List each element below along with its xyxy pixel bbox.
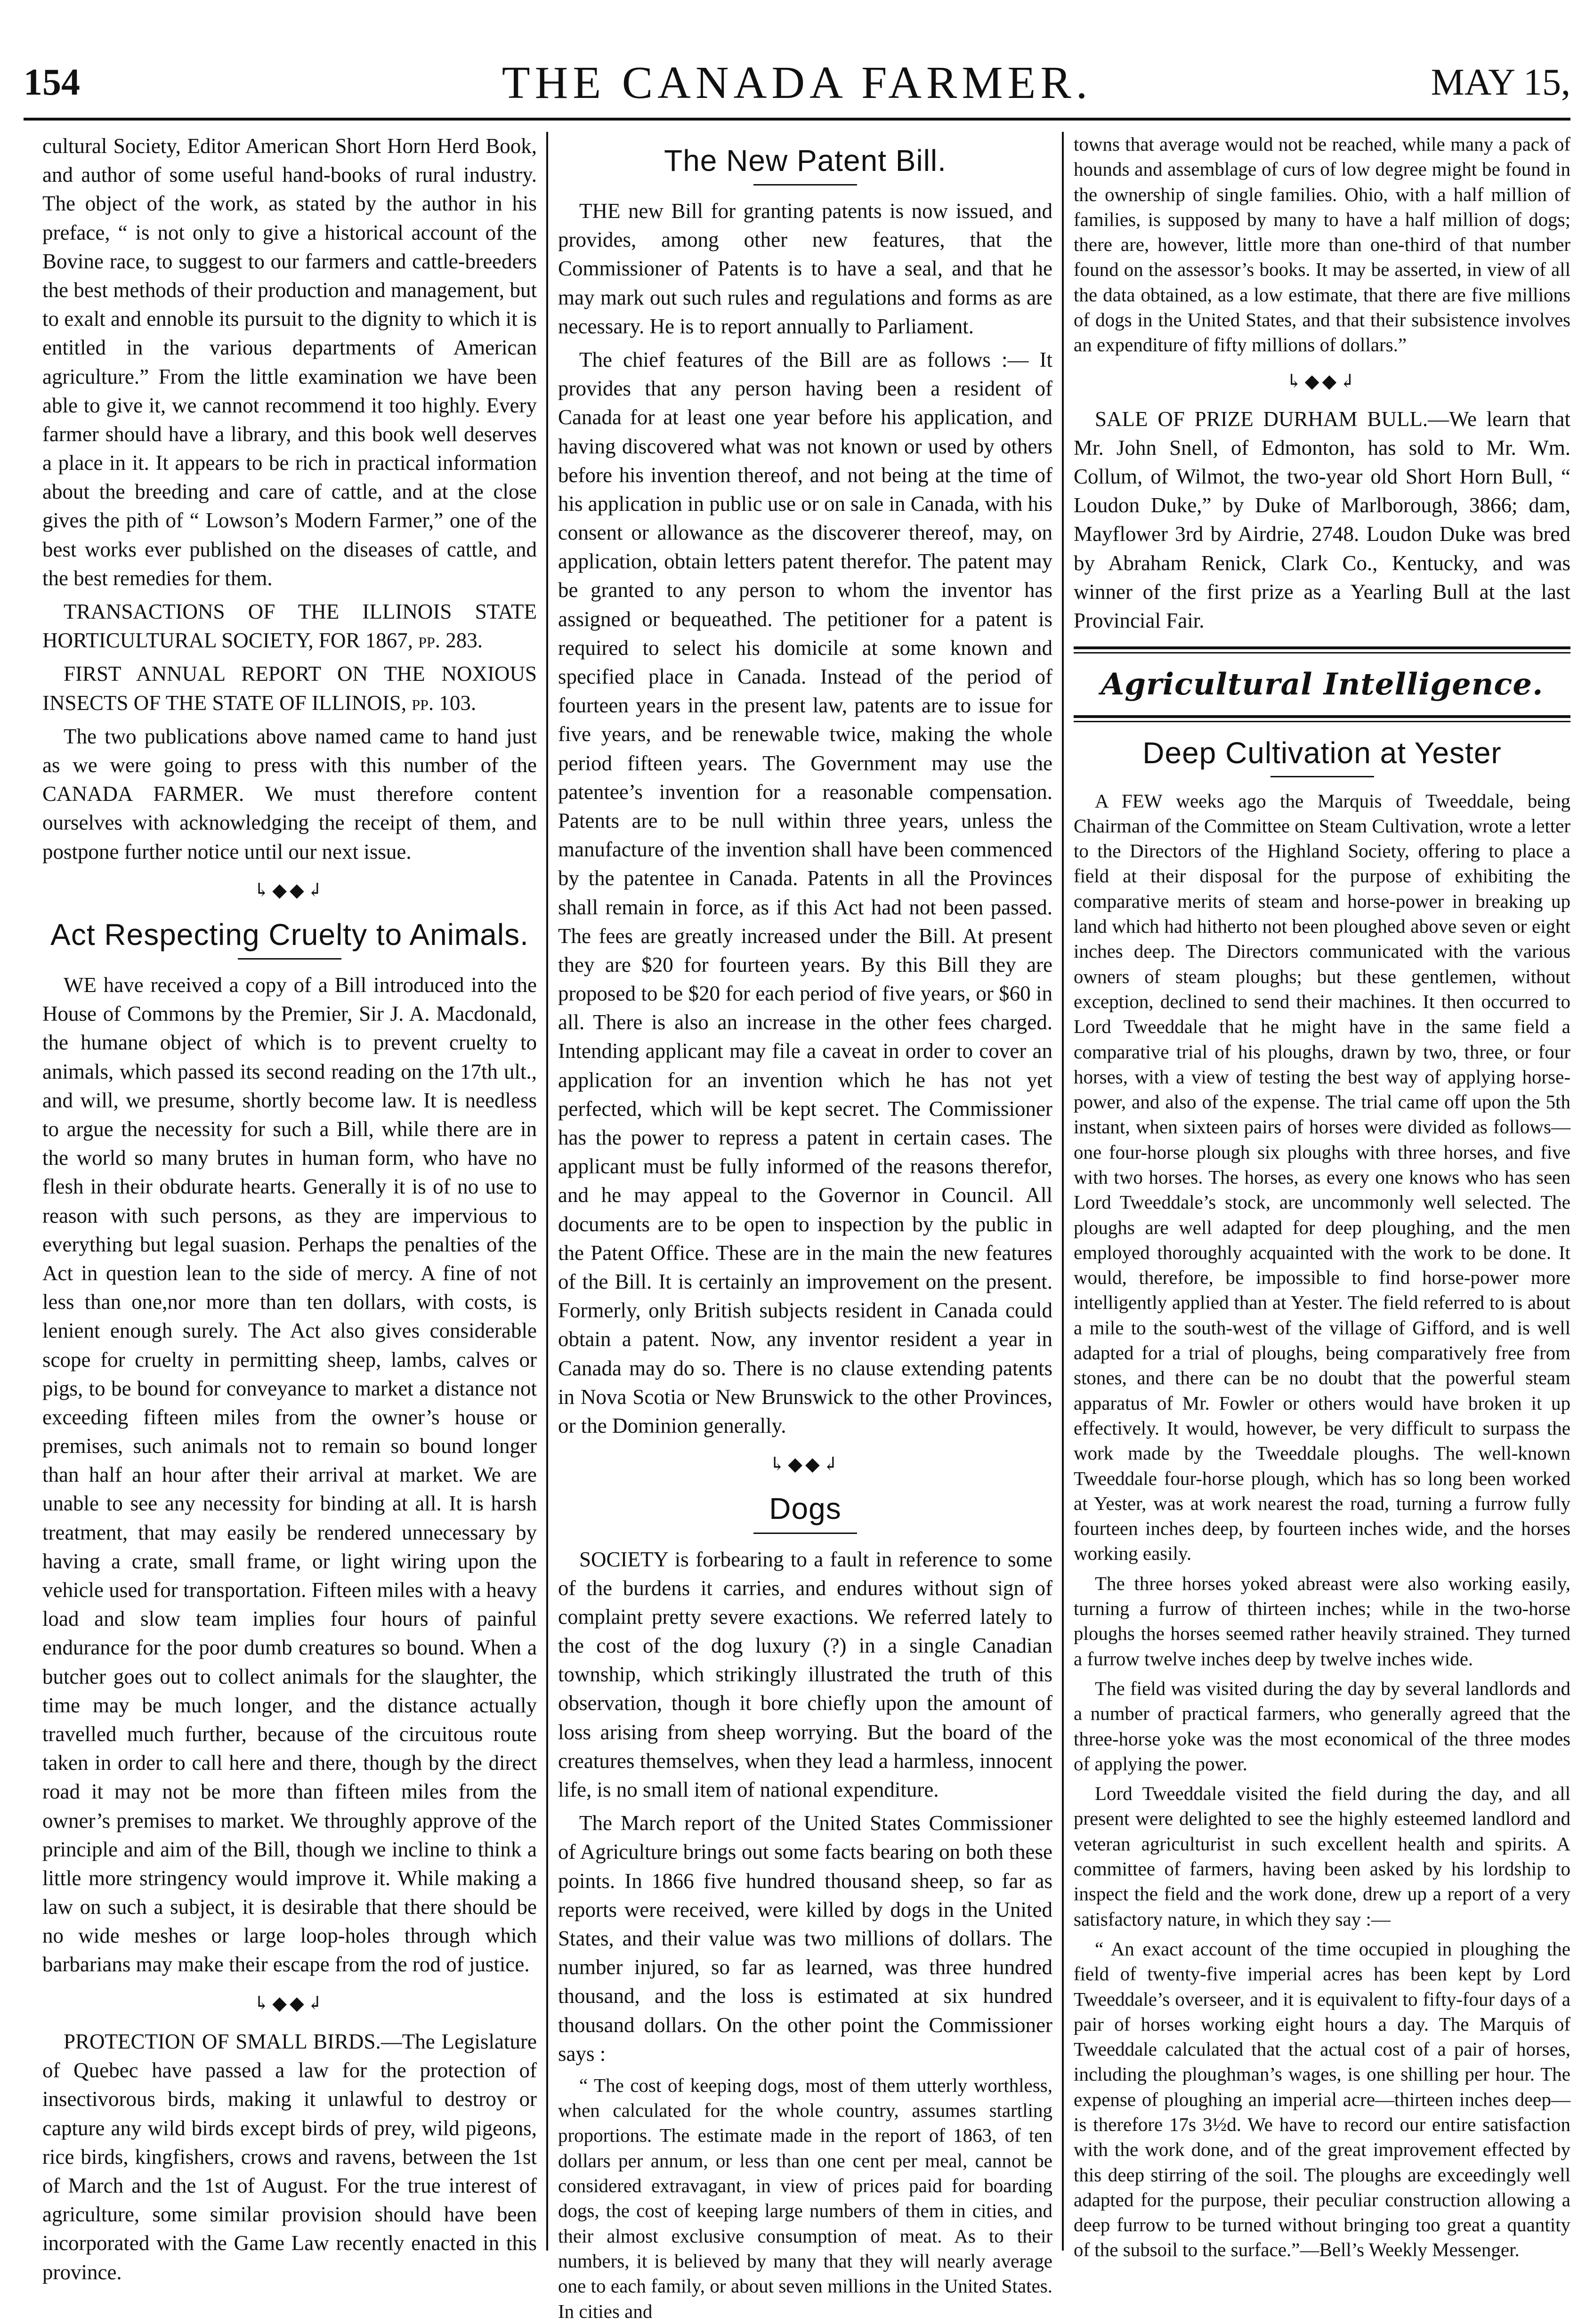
- paragraph: Lord Tweeddale visited the field during the day, and all present were delighted to see the highly esteemed landlord and veteran agriculturist in such excellent health and spirits. A committee of farmers, having been asked by his lordship to inspect the field and the work done, drew up a report of a very satisfactory nature, in which they say :—: [1074, 1783, 1570, 1930]
- paragraph: PROTECTION OF SMALL BIRDS.—The Legislature of Quebec have passed a law for the protection of insectivorous birds, making it unlawful to destroy or capture any wild birds except birds of prey, wild pigeons, rice birds, kingfishers, crows and ravens, between the 1st of March and the 1st of August. For the true interest of agriculture, some similar provision should have been incorporated with the Game Law recently enacted in this province.: [42, 2030, 537, 2284]
- newspaper-title: THE CANADA FARMER.: [502, 57, 1092, 108]
- heading-rule: [753, 184, 857, 186]
- paragraph: SALE OF PRIZE DURHAM BULL.—We learn that Mr. John Snell, of Edmonton, has sold to Mr. Wm. Collum, of Wilmot, the two-year old Short Horn Bull, “ Loudon Duke,” by Duke of Marlborough, 3866; dam, Mayflower 3rd by Airdrie, 2748. Loudon Duke was bred by Abraham Renick, Clark Co., Kentucky, and was winner of the first prize as a Yearling Bull at the last Provincial Fair.: [1074, 407, 1570, 632]
- paragraph: TRANSACTIONS OF THE ILLINOIS STATE HORTICULTURAL SOCIETY, FOR 1867, pp. 283.: [42, 600, 537, 653]
- paragraph: SOCIETY is forbearing to a fault in reference to some of the burdens it carries, and endures without sign of complaint pretty severe exactions. We referred lately to the cost of the dog luxury (?) in a single Canadian township, which strikingly illustrated the truth of this observation, though it bore chiefly upon the amount of loss arising from sheep worrying. But the board of the creatures themselves, when they lead a harmless, innocent life, is no small item of national expenditure.: [558, 1547, 1052, 1802]
- paragraph: cultural Society, Editor American Short Horn Herd Book, and author of some useful hand-books of rural industry. The object of the work, as stated by the author in his preface, “ is not only to give a historical account of the Bovine race, to suggest to our farmers and cattle-breeders the best methods of their production and management, but to exalt and ennoble its pursuit to the dignity to which it is entitled in the various departments of American agriculture.” From the little examination we have been able to give it, we cannot recommend it too highly. Every farmer should have a library, and this book well deserves a place in it. It appears to be rich in practical information about the breeding and care of cattle, and at the close gives the pith of “ Lowson’s Modern Farmer,” one of the best works ever published on the diseases of cattle, and the best remedies for them.: [42, 134, 537, 590]
- masthead: [24, 42, 1570, 113]
- section-heading-intelligence: Agricultural Intelligence.: [1100, 667, 1544, 702]
- ornament-divider: ↳◆◆↲: [253, 1992, 326, 2014]
- paragraph: The three horses yoked abreast were also working easily, turning a furrow of thirteen inches; while in the two-horse ploughs the horses seemed rather heavily strained. They turned a furrow twelve inches deep by twelve inches wide.: [1074, 1572, 1570, 1670]
- paragraph: “ An exact account of the time occupied in ploughing the field of twenty-five imperial acres has been kept by Lord Tweeddale’s overseer, and it is equivalent to fifty-four days of a pair of horses working eight hours a day. The Marquis of Tweeddale calculated that the actual cost of a pair of horses, including the ploughman’s wages, is one shilling per hour. The expense of ploughing an imperial acre—thirteen inches deep—is therefore 17s 3½d. We have to record our entire satisfaction with the work done, and of the great improvement effected by this deep stirring of the soil. The ploughs are exceedingly well adapted for the purpose, their peculiar construction allowing a deep furrow to be turned without bringing too great a quantity of the subsoil to the surface.”—Bell’s Weekly Messenger.: [1074, 1937, 1570, 2261]
- paragraph: A FEW weeks ago the Marquis of Tweeddale, being Chairman of the Committee on Steam Cultivation, wrote a letter to the Directors of the Highland Society, offering to place a field at their disposal for the purpose of exhibiting the comparative merits of steam and horse-power in breaking up land which had hitherto not been ploughed above seven or eight inches deep. The Directors communicated with the various owners of steam ploughs; but these gentlemen, without exception, declined to send their machines. It then occurred to Lord Tweeddale that he might have in the same field a comparative trial of his ploughs, drawn by two, three, or four horses, with a view of testing the best way of applying horse-power, and also of the expense. The trial came off upon the 5th instant, when sixteen pairs of horses were divided as follows—one four-horse plough six ploughs with three horses, and five with two horses. The horses, as every one knows who has seen Lord Tweeddale’s stock, are uncommonly well selected. The ploughs are well adapted for deep ploughing, and the men employed thoroughly acquainted with the work to be done. It would, therefore, be impossible to find horse-power more intelligently applied than at Yester. The field referred to is about a mile to the south-west of the village of Gifford, and is well adapted for a trial of ploughs, being comparatively free from stones, and there can be no doubt that the powerful steam apparatus of Mr. Fowler or others would have broken it up effectively. It would, however, be very difficult to surpass the work made by the Tweeddale ploughs. The well-known Tweeddale four-horse plough, which has so long been worked at Yester, was at work nearest the road, turning a furrow fully fourteen inches deep, by fourteen inches wide, and the horses working easily.: [1074, 790, 1570, 1565]
- paragraph: The March report of the United States Commissioner of Agriculture brings out some facts bearing on both these points. In 1866 five hundred thousand sheep, so far as reports were received, were killed by dogs in the United States, and their value was two millions of dollars. The number injured, so far as learned, was three hundred thousand, and the loss is estimated at six hundred thousand dollars. On the other point the Commissioner says :: [558, 1811, 1052, 2066]
- paragraph: FIRST ANNUAL REPORT ON THE NOXIOUS INSECTS OF THE STATE OF ILLINOIS, pp. 103.: [42, 662, 537, 715]
- heading-dogs: Dogs: [769, 1492, 842, 1526]
- paragraph: WE have received a copy of a Bill introduced into the House of Commons by the Premier, Sir J. A. Macdonald, the humane object of which is to prevent cruelty to animals, which passed its second reading on the 17th ult., and will, we presume, shortly become law. It is needless to argue the necessity for such a Bill, while there are in the world so many brutes in human form, who have no flesh in their obdurate hearts. Generally it is of no use to reason with such persons, as they are impervious to everything but legal suasion. Perhaps the penalties of the Act in question lean to the side of mercy. A fine of not less than one,nor more than ten dollars, with costs, is lenient enough surely. The Act also gives considerable scope for cruelty in permitting sheep, lambs, calves or pigs, to be bound for conveyance to market a distance not exceeding fifteen miles from the owner’s house or premises, such animals not to remain so bound longer than half an hour after their arrival at market. We are unable to see any necessity for binding at all. It is harsh treatment, that may easily be rendered unnecessary by having a crate, small frame, or light wiring upon the vehicle used for transportation. Fifteen miles with a heavy load and slow team implies four hours of painful endurance for the poor dumb creatures so bound. When a butcher goes out to collect animals for the slaughter, the time may be much longer, and the distance actually travelled much further, because of the circuitous route taken in order to call here and there, though by the direct road it may not be more than fifteen miles from the owner’s premises to market. We throughly approve of the principle and aim of the Bill, though we incline to think a little more stringency would improve it. While making a law on such a subject, it is desirable that there should be no wide meshes or large loop-holes through which barbarians may make their escape from the rod of justice.: [42, 973, 537, 1977]
- column-1: [42, 132, 537, 2284]
- section-rule: [1074, 715, 1570, 722]
- heading-patent-bill: The New Patent Bill.: [664, 144, 947, 178]
- column-2: [558, 132, 1052, 2322]
- ornament-divider: ↳◆◆↲: [769, 1453, 842, 1475]
- paragraph: The chief features of the Bill are as follows :— It provides that any person having been a resident of Canada for at least one year before his application, and having discovered what was not known or used by others before his invention thereof, and not being at the time of his application in public use or on sale in Canada, with his consent or allowance as the discoverer thereof, may, on application, obtain letters patent therefor. The patent may be granted to any person to whom the inventor has assigned or bequeathed. The petitioner for a patent is required to select his domicile at some known and specified place in Canada. Instead of the period of fourteen years in the present law, patents are to issue for five years, and be renewable twice, making the whole period fifteen years. The Government may use the patentee’s invention for a reasonable compensation. Patents are to be null within three years, unless the manufacture of the invention shall have been commenced by the patentee in Canada. Patents in all the Provinces shall remain in force, as if this Act had not been passed. The fees are greatly increased under the Bill. At present they are $20 for fourteen years. By this Bill they are proposed to be $20 for each period of five years, or $60 in all. There is also an increase in the other fees charged. Intending applicant may file a caveat in order to cover an application for an invention which he has not yet perfected, which will be kept secret. The Commissioner has the power to repress a patent in certain cases. The applicant must be fully informed of the reasons therefor, and he may appeal to the Governor in Council. All documents are to be open to inspection by the public in the Patent Office. These are in the main the new features of the Bill. It is certainly an improvement on the present. Formerly, only British subjects resident in Canada could obtain a patent. Now, any inventor resident a year in Canada may do so. There is no clause extending patents in Nova Scotia or New Brunswick to the other Provinces, or the Dominion generally.: [558, 347, 1052, 1437]
- issue-date: MAY 15,: [1431, 62, 1570, 103]
- ornament-divider: ↳◆◆↲: [253, 879, 326, 901]
- paragraph: The two publications above named came to hand just as we were going to press with this number of the CANADA FARMER. We must therefore content ourselves with acknowledging the receipt of them, and postpone further notice until our next issue.: [42, 724, 537, 863]
- page-number: 154: [24, 62, 80, 103]
- quote-paragraph: “ The cost of keeping dogs, most of them utterly worthless, when calculated for the whole country, assumes startling proportions. The estimate made in the report of 1863, of ten dollars per annum, or less than one cent per meal, cannot be considered extravagant, in view of prices paid for boarding dogs, the cost of keeping large numbers of them in cities, and their almost exclusive consumption of meat. As to their numbers, it is believed by many that they will nearly average one to each family, or about seven millions in the United States. In cities and: [558, 2074, 1052, 2322]
- column-divider: [1062, 132, 1064, 2251]
- ornament-divider: ↳◆◆↲: [1286, 370, 1358, 392]
- column-divider: [546, 132, 548, 2251]
- section-rule: [1074, 646, 1570, 654]
- heading-cruelty: Act Respecting Cruelty to Animals.: [50, 918, 529, 952]
- header-rule: [24, 118, 1570, 121]
- paragraph: THE new Bill for granting patents is now issued, and provides, among other new features, that the Commissioner of Patents is to have a seal, and that he may mark out such rules and regulations and forms as are necessary. He is to report annually to Parliament.: [558, 199, 1052, 338]
- paragraph: The field was visited during the day by several landlords and a number of practical farmers, who generally agreed that the three-horse yoke was the most economical of the three modes of applying the power.: [1074, 1677, 1570, 1775]
- heading-rule: [753, 1533, 857, 1534]
- heading-rule: [238, 958, 341, 960]
- heading-rule: [1270, 776, 1374, 777]
- paragraph: towns that average would not be reached, while many a pack of hounds and assemblage of curs of low degree might be found in the ownership of single families. Ohio, with a half million of families, is supposed by many to have a half million of dogs; there are, however, little more than one-third of that number found on the assessor’s books. It may be asserted, in view of all the data obtained, as a low estimate, that there are five millions of dogs in the United States, and that their subsistence involves an expenditure of fifty millions of dollars.”: [1074, 133, 1570, 356]
- column-3: [1074, 132, 1570, 2260]
- heading-deep-cultivation: Deep Cultivation at Yester: [1142, 736, 1502, 770]
